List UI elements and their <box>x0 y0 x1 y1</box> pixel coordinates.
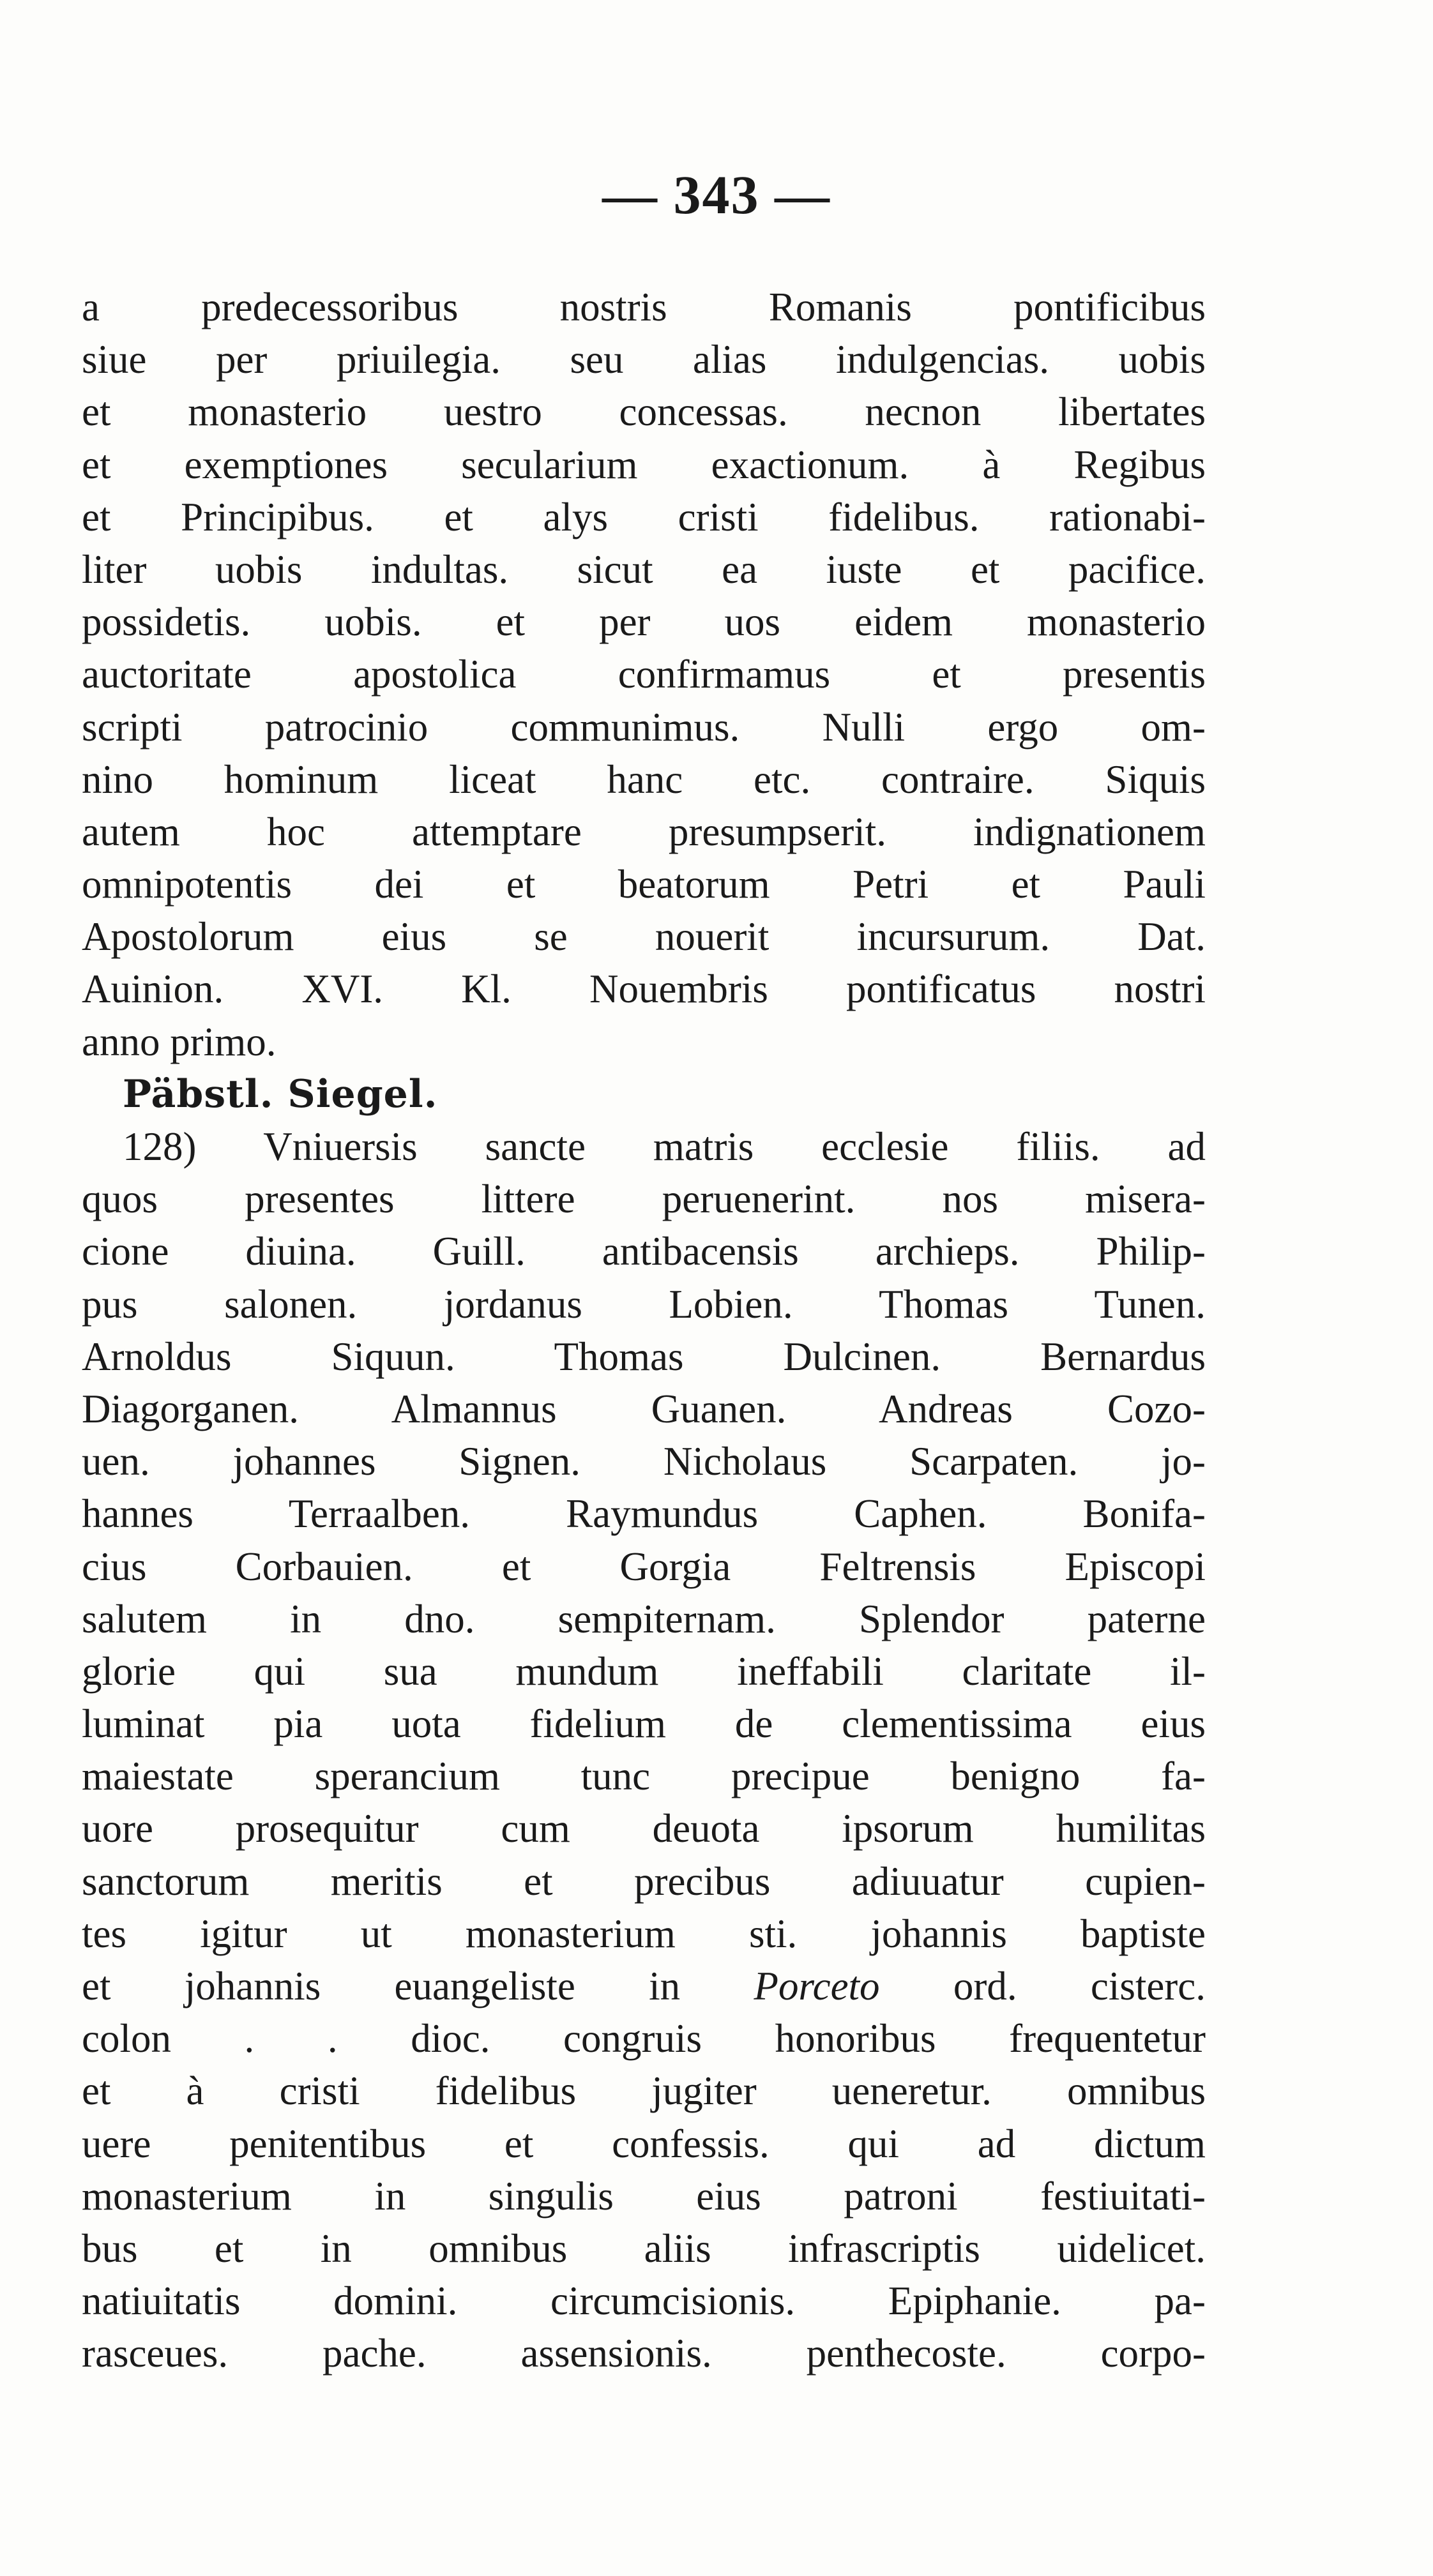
text-line: et à cristi fidelibus jugiter ueneretur. omnibus <box>82 2068 1206 2114</box>
text-line: uore prosequitur cum deuota ipsorum humilitas <box>82 1806 1206 1851</box>
text-line: uere penitentibus et confessis. qui ad dictum <box>82 2121 1206 2166</box>
text-line: tes igitur ut monasterium sti. johannis baptiste <box>82 1911 1206 1956</box>
text-line: monasterium in singulis eius patroni festiuitati- <box>82 2173 1206 2218</box>
text-line: Auinion. XVI. Kl. Nouembris pontificatus nostri <box>82 967 1206 1012</box>
text-line: pus salonen. jordanus Lobien. Thomas Tunen. <box>82 1281 1206 1327</box>
text-line: et Principibus. et alys cristi fidelibus. rationabi- <box>82 494 1206 539</box>
line-part: et johannis euangeliste in <box>82 1964 754 2008</box>
text-line: hannes Terraalben. Raymundus Caphen. Bonifa- <box>82 1491 1206 1537</box>
text-line: nino hominum liceat hanc etc. contraire. Siquis <box>82 757 1206 802</box>
text-line: siue per priuilegia. seu alias indulgencias. uobis <box>82 337 1206 382</box>
page-number: — 343 — <box>602 164 831 225</box>
seal-note: Päbstl. Siegel. <box>123 1071 438 1117</box>
text-line: luminat pia uota fidelium de clementissima eius <box>82 1701 1206 1747</box>
text-line: scripti patrocinio communimus. Nulli ergo om- <box>82 704 1206 749</box>
text-line: anno primo. <box>82 1019 277 1064</box>
text-line: et exemptiones secularium exactionum. à Regibus <box>82 442 1206 487</box>
text-line: bus et in omnibus aliis infrascriptis uidelicet. <box>82 2226 1206 2271</box>
body-text <box>82 281 1206 2380</box>
text-line: sanctorum meritis et precibus adiuuatur cupien- <box>82 1858 1206 1904</box>
text-line: quos presentes littere peruenerint. nos misera- <box>82 1177 1206 1222</box>
text-line: glorie qui sua mundum ineffabili claritate il- <box>82 1648 1206 1694</box>
text-line: Diagorganen. Almannus Guanen. Andreas Cozo- <box>82 1386 1206 1431</box>
text-line: natiuitatis domini. circumcisionis. Epiphanie. pa- <box>82 2278 1206 2324</box>
text-line: cius Corbauien. et Gorgia Feltrensis Episcopi <box>82 1544 1206 1589</box>
text-line: possidetis. uobis. et per uos eidem monasterio <box>82 599 1206 645</box>
text-line: liter uobis indultas. sicut ea iuste et pacifice. <box>82 546 1206 592</box>
place-name-italic: Porceto <box>754 1964 880 2008</box>
line-part: ord. cisterc. <box>879 1964 1206 2008</box>
text-line: maiestate sperancium tunc precipue benigno fa- <box>82 1754 1206 1799</box>
text-line: autem hoc attemptare presumpserit. indignationem <box>82 809 1206 854</box>
text-line: a predecessoribus nostris Romanis pontificibus <box>82 285 1206 329</box>
text-line: 128) Vniuersis sancte matris ecclesie filiis. ad <box>123 1124 1206 1169</box>
text-line-italic-place <box>82 1960 1206 2012</box>
text-line: colon . . dioc. congruis honoribus frequentetur <box>82 2016 1206 2061</box>
text-line: et monasterio uestro concessas. necnon libertates <box>82 389 1206 435</box>
text-line: uen. johannes Signen. Nicholaus Scarpaten. jo- <box>82 1439 1206 1484</box>
text-line: cione diuina. Guill. antibacensis archieps. Philip- <box>82 1229 1206 1274</box>
text-line: Apostolorum eius se nouerit incursurum. Dat. <box>82 914 1206 960</box>
text-line: salutem in dno. sempiternam. Splendor paterne <box>82 1596 1206 1641</box>
text-line: rasceues. pache. assensionis. penthecoste. corpo- <box>82 2331 1206 2376</box>
text-line: omnipotentis dei et beatorum Petri et Pauli <box>82 862 1206 907</box>
text-line: Arnoldus Siquun. Thomas Dulcinen. Bernardus <box>82 1334 1206 1379</box>
text-line: auctoritate apostolica confirmamus et presentis <box>82 652 1206 697</box>
